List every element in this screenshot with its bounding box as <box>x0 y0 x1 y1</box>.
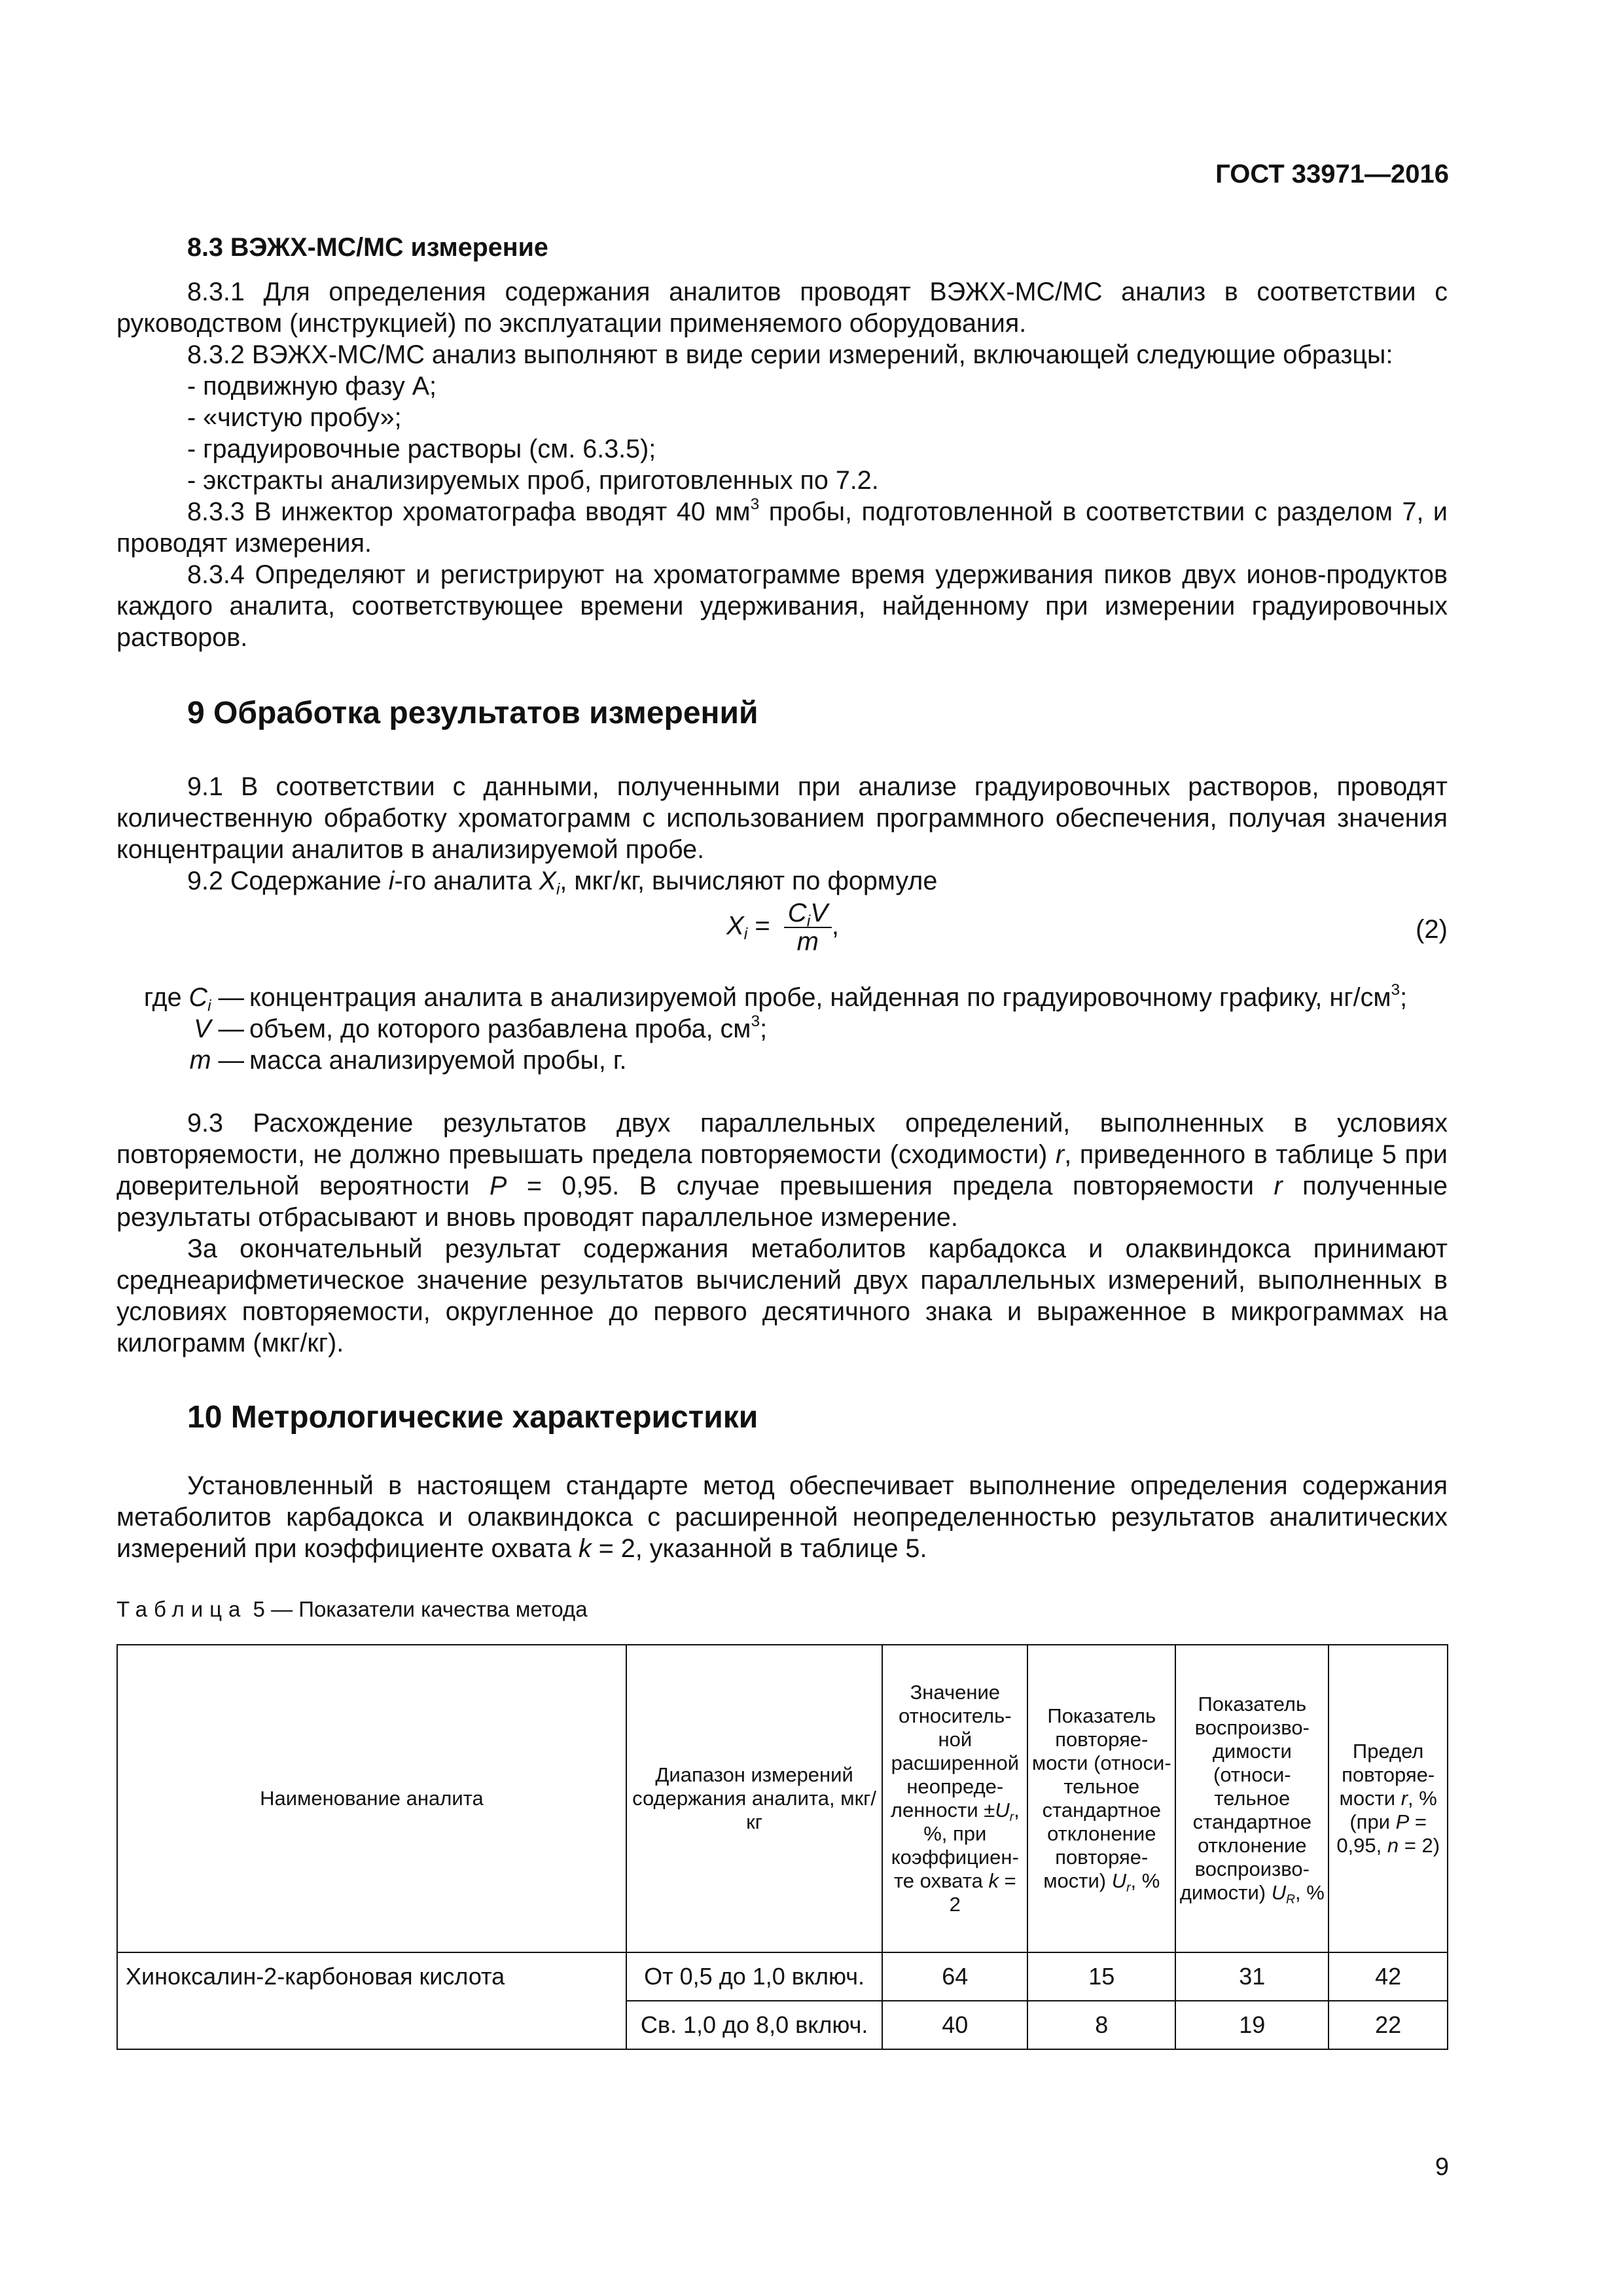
definition-row: V — объем, до которого разбавлена проба, $см^3$; <box>194 1012 768 1043</box>
paragraph-8-3-4: 8.3.4 Определяют и регистрируют на хроматограмме время удерживания пиков двух ионов-продуктов каждого аналита, соответствующее времени удерживания, найденному при измерении градуировочных растворов. <box>116 560 1448 652</box>
paragraph-8-3-3: 8.3.3 В инжектор хроматографа вводят 40 $мм^3$ пробы, подготовленной в соответствии с разделом 7, и проводят измерения. <box>116 495 1448 558</box>
section-9-continued <box>116 1107 1448 1359</box>
header-range: Диапазон измерений содержания аналита, мкг/кг <box>626 1645 882 1952</box>
header-reproducibility: Показатель воспроизво-димости (относи-тельное стандартное отклонение воспроизво-димости) $U_R$, % <box>1175 1645 1329 1952</box>
reproducibility-cell: 31 <box>1175 1952 1329 2001</box>
range-cell: Св. 1,0 до 8,0 включ. <box>626 2001 882 2049</box>
definition-row: m — масса анализируемой пробы, г. <box>189 1046 627 1075</box>
header-uncertainty: Значение относитель-ной расширенной неопреде-ленности $\pm U_r$, %, при коэффициен-те охвата k = 2 <box>882 1645 1027 1952</box>
repeatability-cell: 8 <box>1027 2001 1175 2049</box>
list-item: - подвижную фазу А; <box>187 372 437 401</box>
paragraph-10: Установленный в настоящем стандарте метод обеспечивает выполнение определения содержания метаболитов карбадокса и олаквиндокса с расширенной неопределенностью результатов аналитических измерений при коэффициенте охвата k = 2, указанной в таблице 5. <box>116 1471 1448 1563</box>
limit-cell: 22 <box>1329 2001 1448 2049</box>
analyte-name: Хиноксалин-2-карбоновая кислота <box>117 1952 626 2049</box>
paragraph-8-3-1: 8.3.1 Для определения содержания аналитов проводят ВЭЖХ-МС/МС анализ в соответствии с руководством (инструкцией) по эксплуатации применяемого оборудования. <box>116 278 1448 338</box>
limit-cell: 42 <box>1329 1952 1448 2001</box>
uncertainty-cell: 40 <box>882 2001 1027 2049</box>
equation-number: (2) <box>1416 915 1448 944</box>
header-repeatability: Показатель повторяе-мости (относи-тельное стандартное отклонение повторяе-мости) $U_r$, % <box>1027 1645 1175 1952</box>
section-9 <box>116 698 1448 897</box>
list-item: - «чистую пробу»; <box>187 403 402 432</box>
table-row <box>117 1952 1448 2001</box>
uncertainty-cell: 64 <box>882 1952 1027 2001</box>
header-analyte-name: Наименование аналита <box>117 1645 626 1952</box>
section-10 <box>116 1402 1448 1564</box>
reproducibility-cell: 19 <box>1175 2001 1329 2049</box>
table-5 <box>116 1644 1448 2050</box>
page-number: 9 <box>1435 2153 1449 2181</box>
table-5-caption: Таблица 5 — Показатели качества метода <box>116 1597 588 1621</box>
formula-definitions <box>116 982 1448 1076</box>
standard-number: ГОСТ 33971—2016 <box>1215 160 1449 188</box>
paragraph-9-final: За окончательный результат содержания метаболитов карбадокса и олаквиндокса принимают среднеарифметическое значение результатов вычислений двух параллельных измерений, выполненных в условиях повторяемости, округленное до первого десятичного знака и выраженное в микрограммах на килограмм (мкг/кг). <box>116 1234 1448 1357</box>
list-item: - градуировочные растворы (см. 6.3.5); <box>187 435 656 463</box>
section-10-title: 10 Метрологические характеристики <box>187 1400 758 1435</box>
formula-2: $X_i$ = $\frac{C_iV}{m}$ , <box>726 899 840 956</box>
paragraph-9-3: 9.3 Расхождение результатов двух параллельных определений, выполненных в условиях повторяемости, не должно превышать предела повторяемости (сходимости) r, приведенного в таблице 5 при доверительной вероятности P = 0,95. В случае превышения предела повторяемости r полученные результаты отбрасывают и вновь проводят параллельное измерение. <box>116 1109 1448 1232</box>
section-8-3 <box>116 232 1448 653</box>
list-item: - экстракты анализируемых проб, приготовленных по 7.2. <box>187 466 879 495</box>
repeatability-cell: 15 <box>1027 1952 1175 2001</box>
definition-row: где $C_i$ — концентрация аналита в анализируемой пробе, найденная по градуировочному графику, $нг/см^3$; <box>143 980 1408 1015</box>
paragraph-9-2: 9.2 Содержание i-го аналита $X_i$, мкг/кг, вычисляют по формуле <box>187 867 938 899</box>
formula-fraction: $\frac{C_iV}{m}$ <box>784 899 832 956</box>
header-repeatability-limit: Предел повторяе-мости r, % (при P = 0,95, n = 2) <box>1329 1645 1448 1952</box>
paragraph-8-3-2: 8.3.2 ВЭЖХ-МС/МС анализ выполняют в виде серии измерений, включающей следующие образцы: <box>187 340 1393 369</box>
paragraph-9-1: 9.1 В соответствии с данными, полученными при анализе градуировочных растворов, проводят количественную обработку хроматограмм с использованием программного обеспечения, получая значения концентрации аналитов в анализируемой пробе. <box>116 772 1448 864</box>
section-9-title: 9 Обработка результатов измерений <box>187 696 758 730</box>
section-8-3-title: 8.3 ВЭЖХ-МС/МС измерение <box>187 233 548 262</box>
table-header-row <box>117 1645 1448 1952</box>
range-cell: От 0,5 до 1,0 включ. <box>626 1952 882 2001</box>
